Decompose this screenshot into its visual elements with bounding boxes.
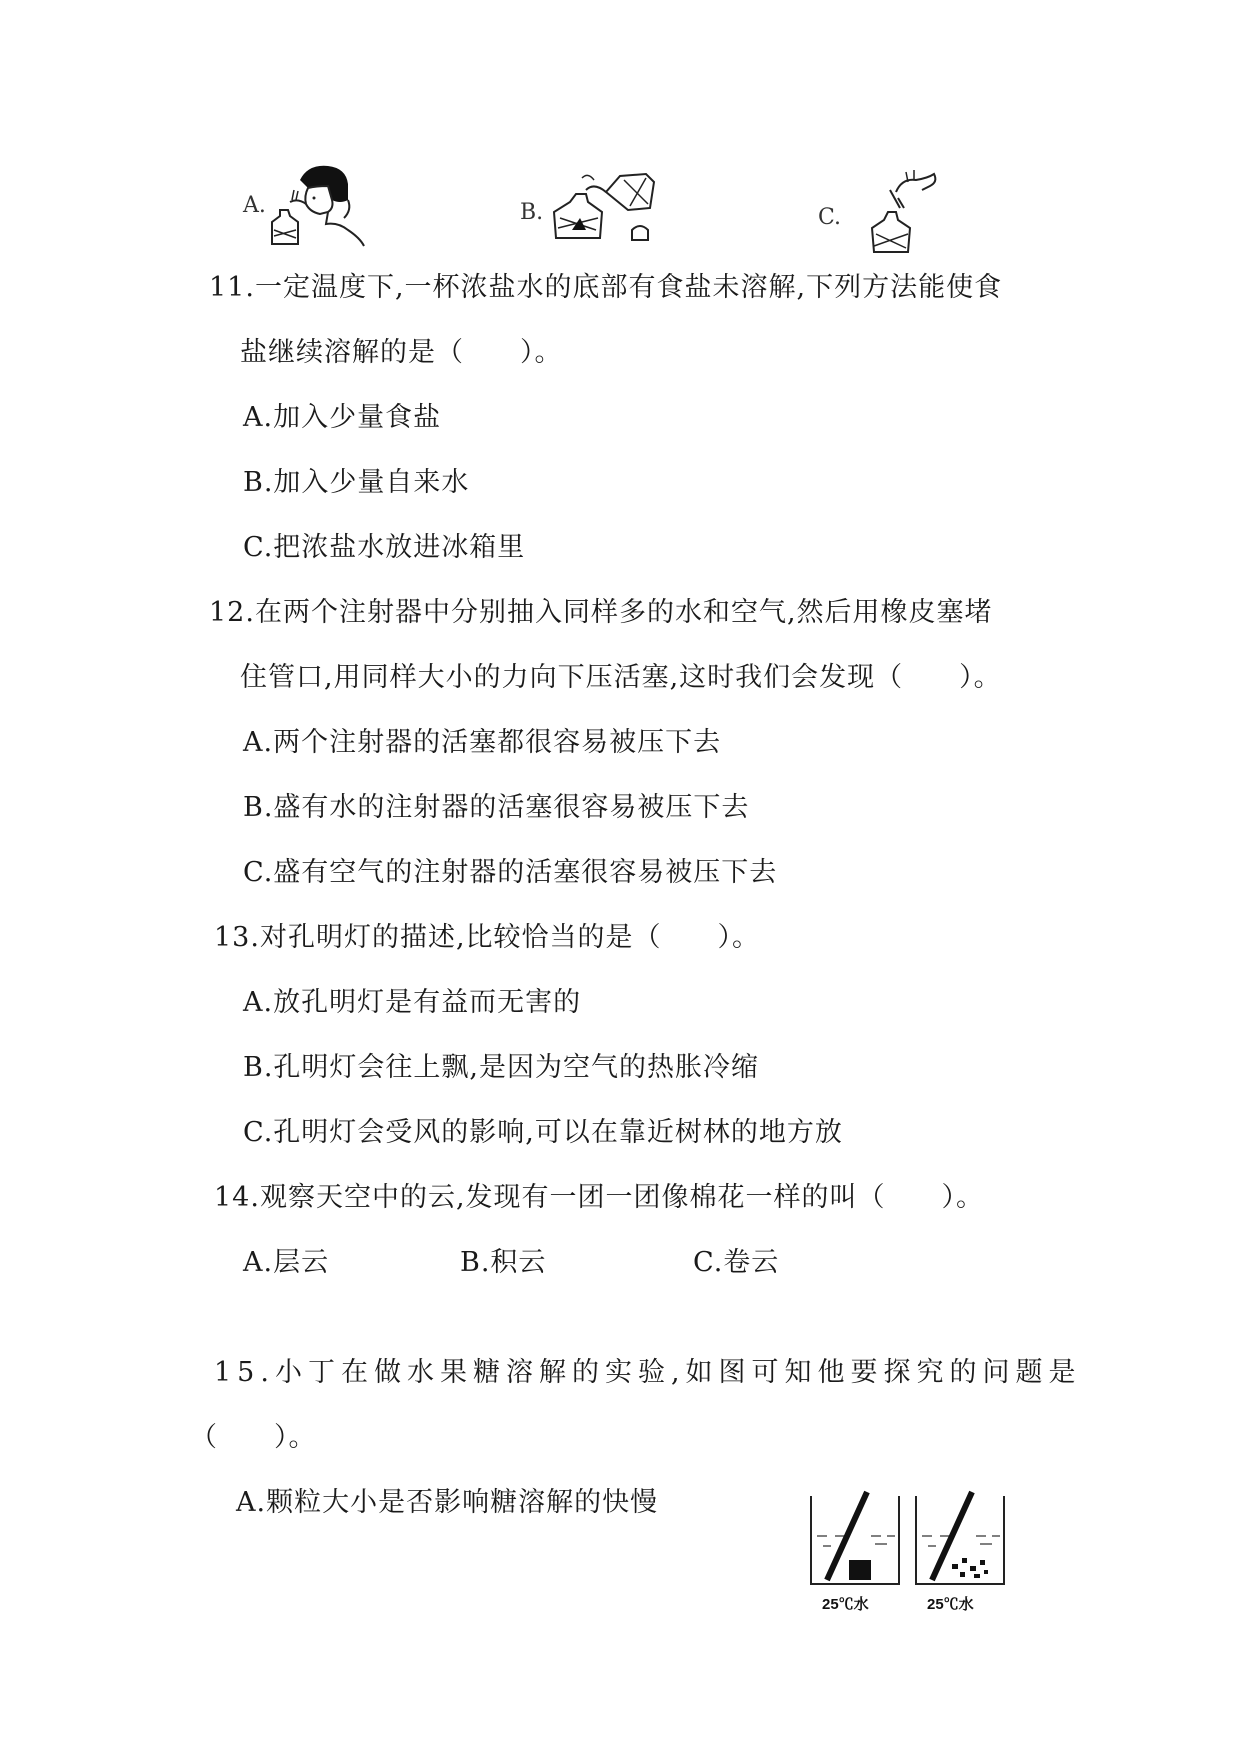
q15-stem-line-1: 15.小丁在做水果糖溶解的实验,如图可知他要探究的问题是: [214, 1357, 1082, 1388]
q13-stem: 13.对孔明灯的描述,比较恰当的是（ ）。: [214, 922, 761, 953]
q11-option-b: B.加入少量自来水: [243, 467, 470, 498]
figure-b-tilted-bottle: [550, 168, 670, 246]
q12-option-a: A.两个注射器的活塞都很容易被压下去: [243, 727, 722, 758]
figure-c-label: C.: [818, 205, 842, 230]
figure-c-wafting-bottle: [862, 168, 942, 256]
beaker-crushed-candy: [910, 1488, 1010, 1590]
q12-option-c: C.盛有空气的注射器的活塞很容易被压下去: [243, 857, 778, 888]
q11-stem-line-2: 盐继续溶解的是（ ）。: [240, 337, 563, 368]
q15-option-a: A.颗粒大小是否影响糖溶解的快慢: [236, 1487, 659, 1518]
q12-stem-line-1: 12.在两个注射器中分别抽入同样多的水和空气,然后用橡皮塞堵: [209, 597, 993, 628]
q11-option-a: A.加入少量食盐: [243, 402, 442, 433]
figure-a-smelling-bottle: [268, 160, 378, 250]
beaker-whole-candy: [805, 1488, 905, 1590]
q13-option-a: A.放孔明灯是有益而无害的: [243, 987, 582, 1018]
q13-option-c: C.孔明灯会受风的影响,可以在靠近树林的地方放: [243, 1117, 843, 1148]
q11-option-c: C.把浓盐水放进冰箱里: [243, 532, 526, 563]
q12-option-b: B.盛有水的注射器的活塞很容易被压下去: [243, 792, 750, 823]
figure-a-label: A.: [243, 193, 266, 218]
figure-b-label: B.: [520, 200, 544, 225]
q11-stem-line-1: 11.一定温度下,一杯浓盐水的底部有食盐未溶解,下列方法能使食: [209, 272, 1003, 303]
q12-stem-line-2: 住管口,用同样大小的力向下压活塞,这时我们会发现（ ）。: [240, 662, 1002, 693]
q14-stem: 14.观察天空中的云,发现有一团一团像棉花一样的叫（ ）。: [214, 1182, 985, 1213]
q15-stem-line-2: （ ）。: [190, 1422, 317, 1453]
q14-option-c: C.卷云: [693, 1247, 780, 1278]
q14-option-b: B.积云: [460, 1247, 547, 1278]
beaker-1-label: 25℃水: [822, 1596, 869, 1613]
q14-option-a: A.层云: [243, 1247, 330, 1278]
beaker-2-label: 25℃水: [927, 1596, 974, 1613]
q13-option-b: B.孔明灯会往上飘,是因为空气的热胀冷缩: [243, 1052, 760, 1083]
